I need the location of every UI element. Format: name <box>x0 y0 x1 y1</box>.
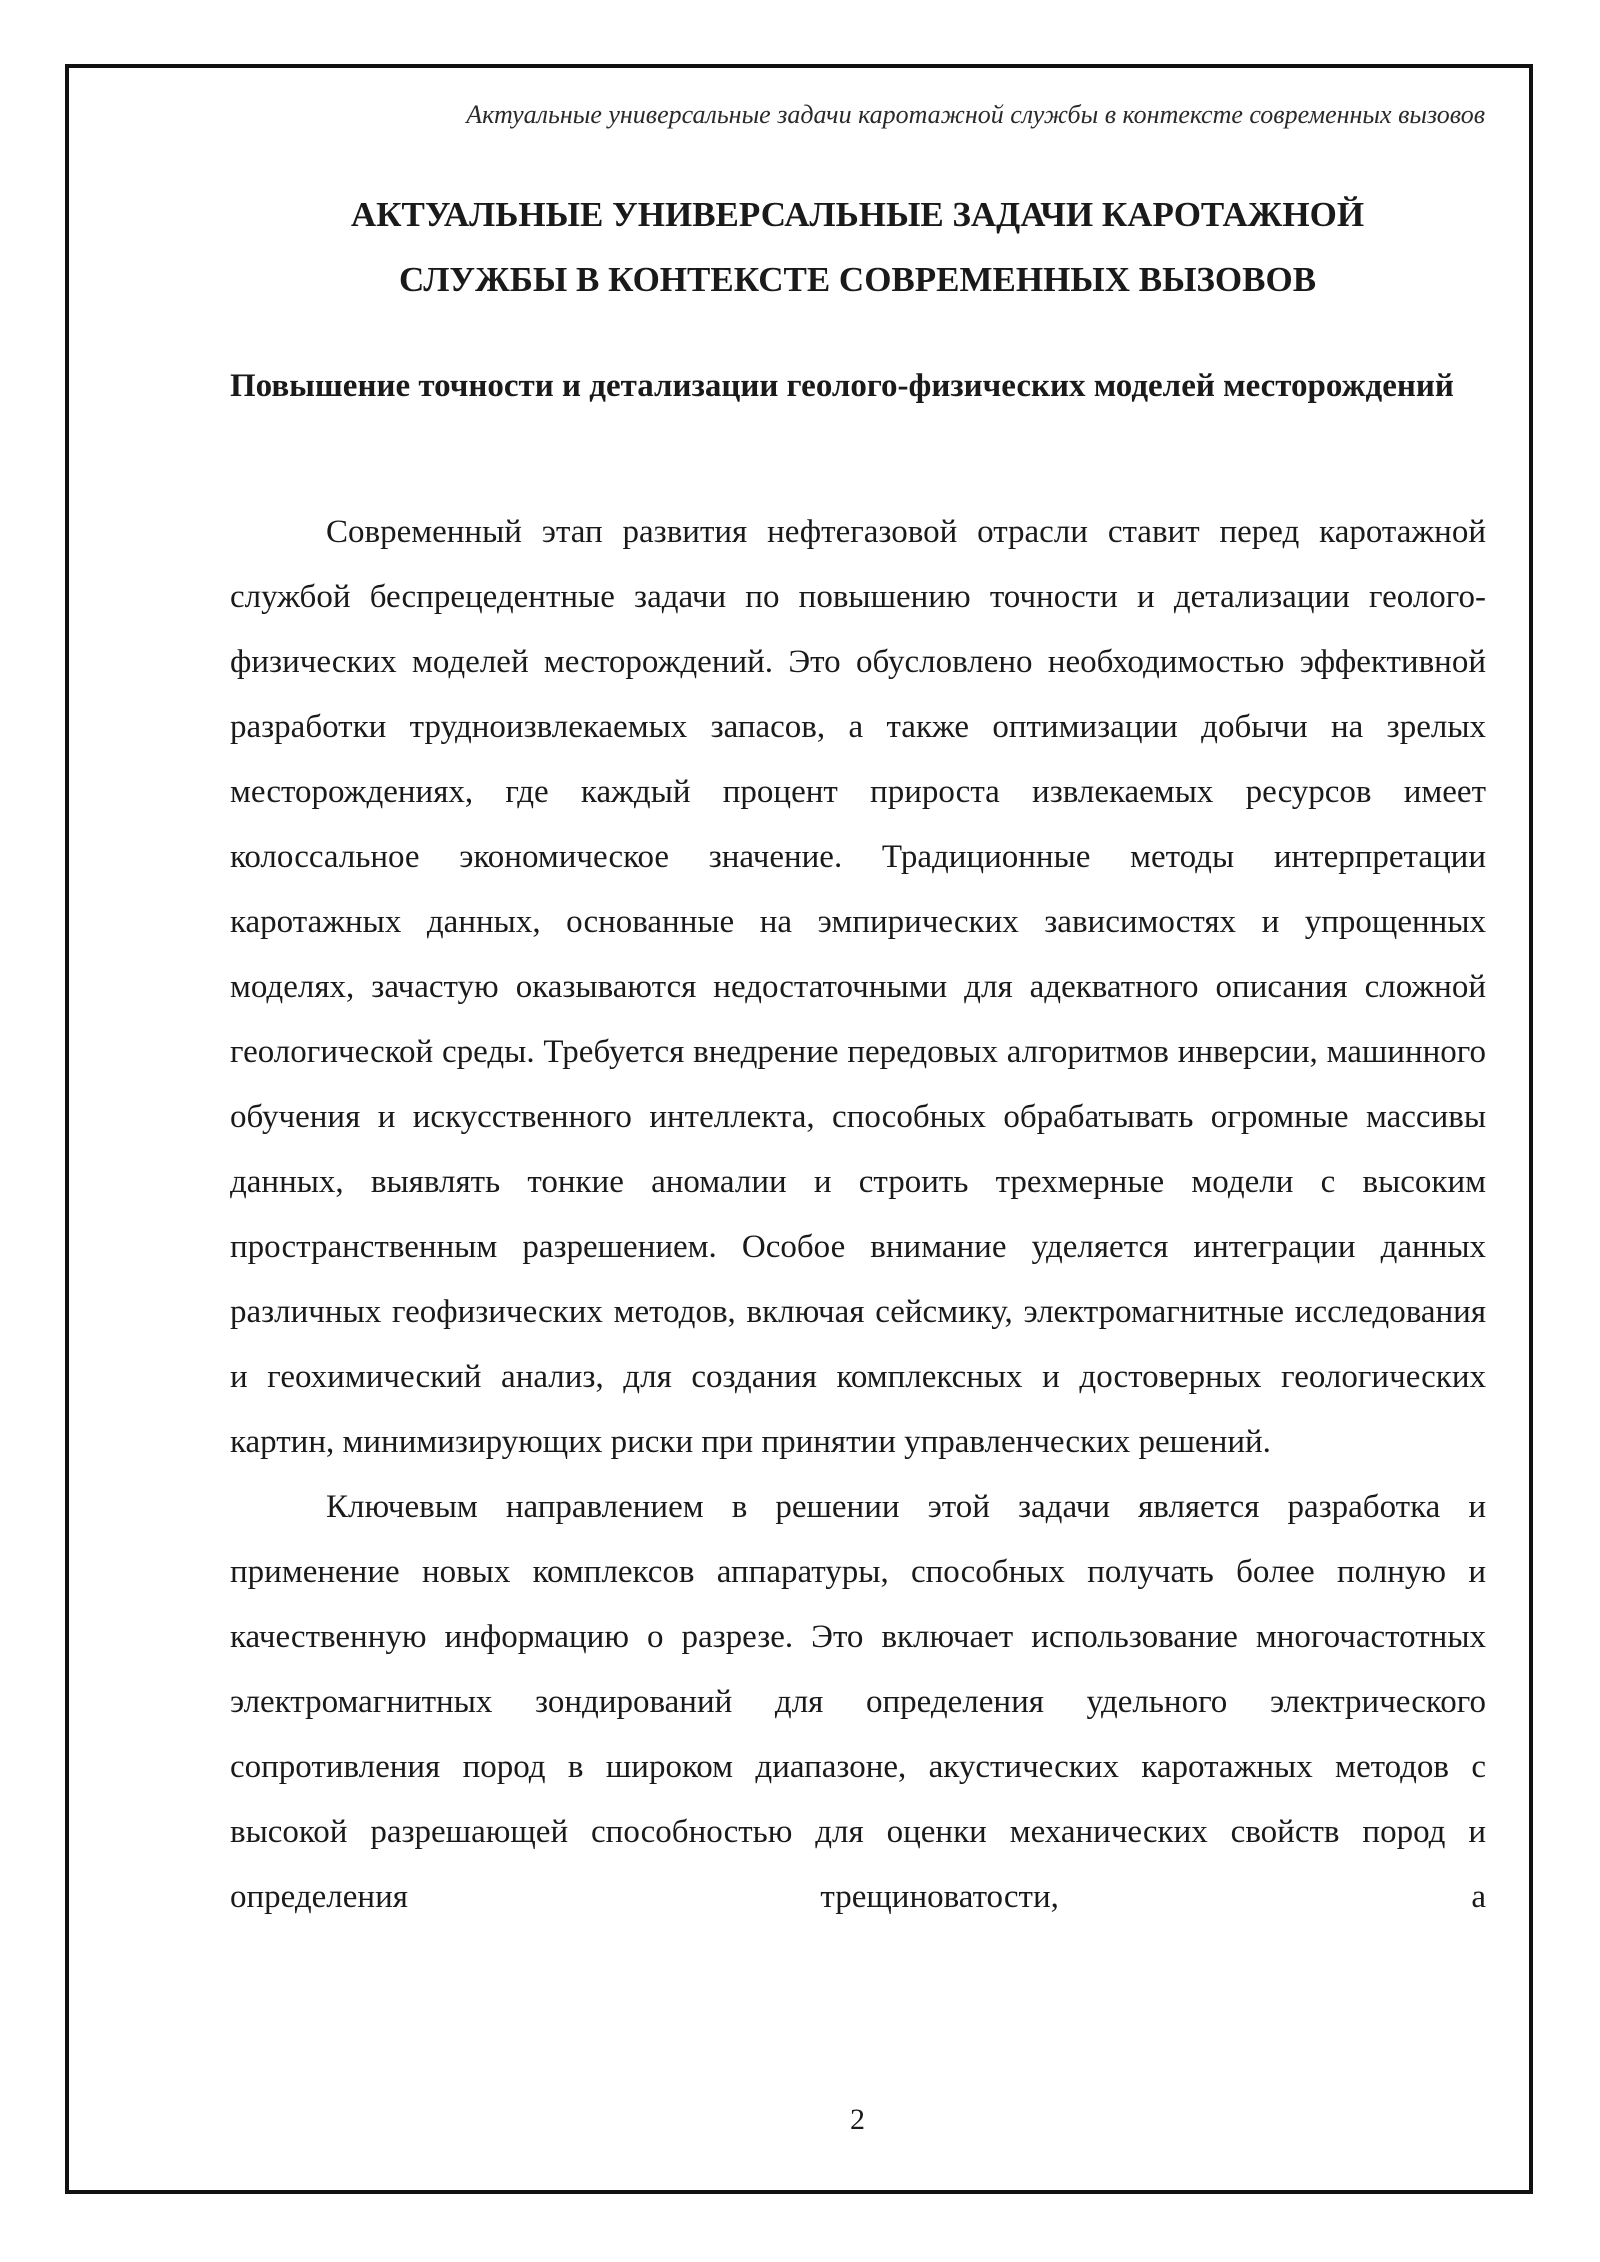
running-header: Актуальные универсальные задачи каротажной службы в контексте современных вызовов <box>466 100 1485 129</box>
paragraph-1: Современный этап развития нефтегазовой отрасли ставит перед каротажной службой беспрецедентные задачи по повышению точности и детализации геолого-физических моделей месторождений. Это обусловлено необходимостью эффективной разработки трудноизвлекаемых запасов, а также оптимизации добычи на зрелых месторождениях, где каждый процент прироста извлекаемых ресурсов имеет колоссальное экономическое значение. Традиционные методы интерпретации каротажных данных, основанные на эмпирических зависимостях и упрощенных моделях, зачастую оказываются недостаточными для адекватного описания сложной геологической среды. Требуется внедрение передовых алгоритмов инверсии, машинного обучения и искусственного интеллекта, способных обрабатывать огромные массивы данных, выявлять тонкие аномалии и строить трехмерные модели с высоким пространственным разрешением. Особое внимание уделяется интеграции данных различных геофизических методов, включая сейсмику, электромагнитные исследования и геохимический анализ, для создания комплексных и достоверных геологических картин, минимизирующих риски при принятии управленческих решений. <box>230 514 1486 1460</box>
paragraph-2: Ключевым направлением в решении этой задачи является разработка и применение новых комплексов аппаратуры, способных получать более полную и качественную информацию о разрезе. Это включает использование многочастотных электромагнитных зондирований для определения удельного электрического сопротивления пород в широком диапазоне, акустических каротажных методов с высокой разрешающей способностью для оценки механических свойств пород и определения трещиноватости, а <box>230 1489 1486 1915</box>
page-number: 2 <box>850 2103 865 2136</box>
title-line-2: СЛУЖБЫ В КОНТЕКСТЕ СОВРЕМЕННЫХ ВЫЗОВОВ <box>398 260 1317 299</box>
document-title <box>230 182 1485 312</box>
title-line-1: АКТУАЛЬНЫЕ УНИВЕРСАЛЬНЫЕ ЗАДАЧИ КАРОТАЖНОЙ <box>350 195 1365 234</box>
body-text <box>230 500 1486 1930</box>
section-heading: Повышение точности и детализации геолого-физических моделей месторождений <box>230 368 1454 404</box>
